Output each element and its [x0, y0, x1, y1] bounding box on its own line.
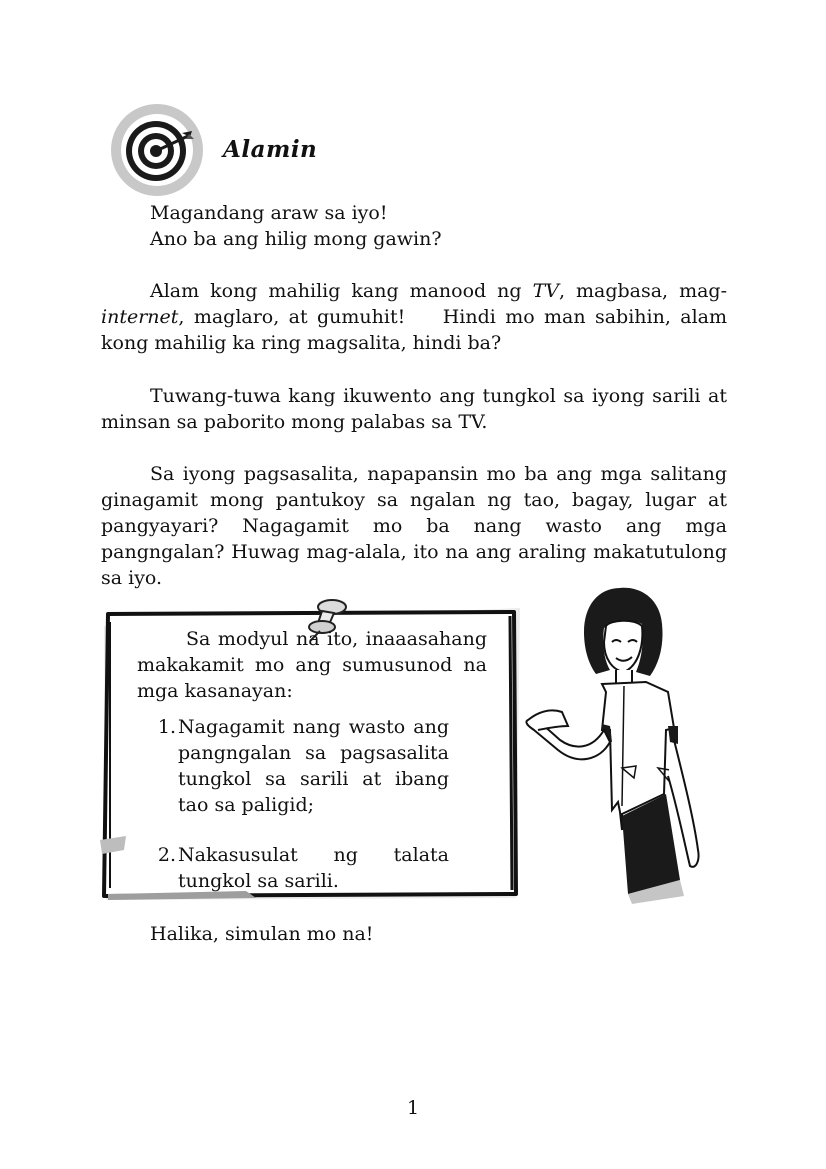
- greeting-line: Ano ba ang hilig mong gawin?: [150, 228, 442, 250]
- paragraph-text: Sa iyong pagsasalita, napapansin mo ba ang mga salitang ginagamit mong pantukoy sa ngalan ng tao, bagay, lugar at pangyayari? Nagagamit mo ba nang wasto ang mga pangngalan? Huwag mag-alala, ito na ang araling makatutulong sa iyo.: [101, 463, 727, 589]
- paragraph-text: Tuwang-tuwa kang ikuwento ang tungkol sa iyong sarili at minsan sa paborito mong palabas sa TV.: [101, 385, 727, 433]
- list-text: Nagagamit nang wasto ang pangngalan sa pagsasalita tungkol sa sarili at ibang tao sa paligid;: [178, 716, 449, 816]
- list-item: [137, 842, 449, 894]
- paragraph-stories: [101, 383, 727, 435]
- target-icon: [110, 103, 204, 197]
- page-number: 1: [406, 1097, 420, 1119]
- paragraph-hobbies: [101, 278, 734, 356]
- text-run: , magbasa, mag-: [558, 280, 727, 302]
- closing-line: Halika, simulan mo na!: [150, 923, 374, 945]
- text-run-italic: TV: [532, 280, 559, 302]
- objectives-note: [137, 626, 487, 918]
- objectives-list: [137, 714, 449, 894]
- section-title: Alamin: [223, 136, 318, 163]
- greeting-line: Magandang araw sa iyo!: [150, 202, 388, 224]
- list-number: 2.: [157, 844, 176, 866]
- list-item: [137, 714, 449, 818]
- text-run: , maglaro, at gumuhit! Hindi mo man sabihin, alam kong mahilig ka ring magsalita, hindi ba?: [101, 306, 734, 354]
- note-intro: Sa modyul na ito, inaaasahang makakamit mo ang sumusunod na mga kasanayan:: [137, 628, 487, 702]
- teacher-illustration: [518, 580, 728, 910]
- paragraph-nouns: [101, 461, 727, 591]
- text-run-italic: internet: [101, 306, 179, 328]
- list-text: Nakasusulat ng talata tungkol sa sarili.: [178, 844, 449, 892]
- greeting: [101, 200, 727, 252]
- list-number: 1.: [157, 716, 176, 738]
- text-run: Alam kong mahilig kang manood ng: [150, 280, 533, 302]
